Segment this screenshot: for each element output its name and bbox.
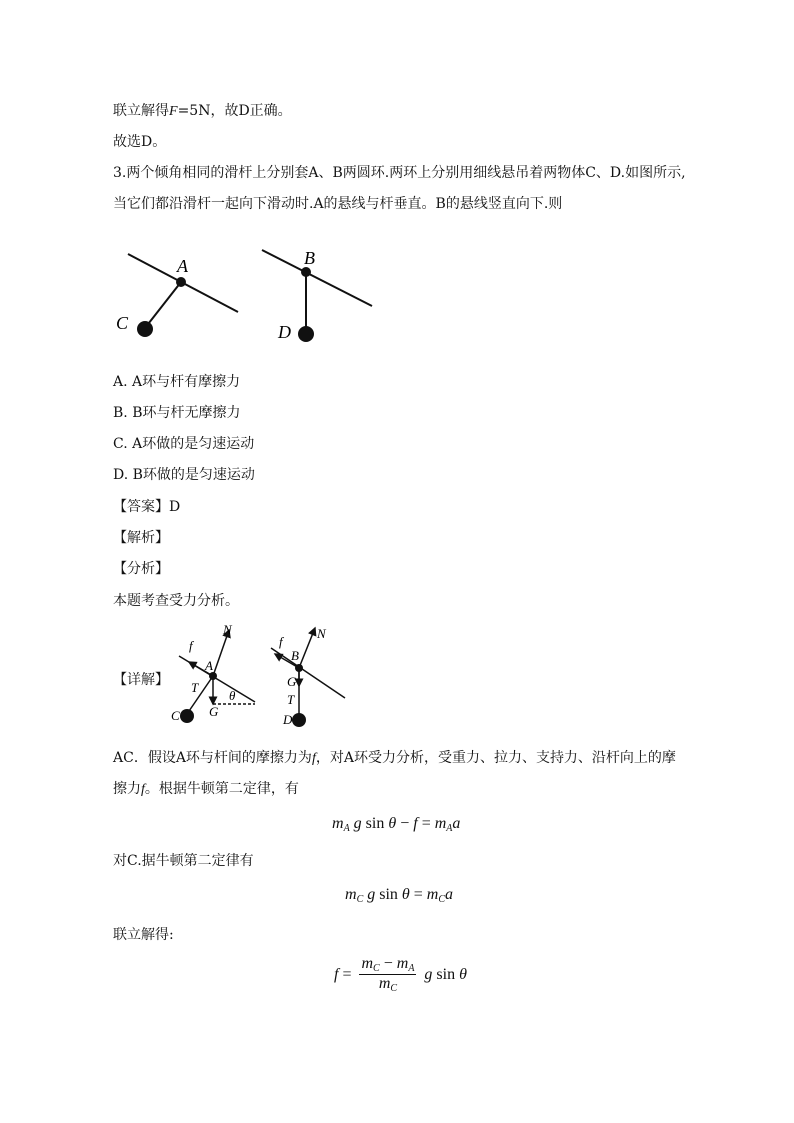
body-line-2: 擦力f。根据牛顿第二定律，有 xyxy=(113,781,299,797)
body-c-detail xyxy=(180,709,194,723)
label-g-a: G xyxy=(209,704,219,719)
option-a: A. A环与杆有摩擦力 xyxy=(113,374,241,390)
option-b: B. B环与杆无摩擦力 xyxy=(113,405,241,421)
label-theta: θ xyxy=(229,688,236,703)
equation-2: $m_C$ g $\sin \theta = m_Ca$ xyxy=(345,886,454,905)
body-d xyxy=(298,326,314,342)
string-a xyxy=(145,282,181,328)
ring-b-detail xyxy=(295,664,303,672)
answer-line: 【答案】D xyxy=(113,499,181,515)
label-a: A xyxy=(177,256,188,276)
equation-1: $m_A$ g $\sin \theta - f = m_Aa$ xyxy=(332,815,461,834)
label-g-b: G xyxy=(287,674,297,689)
body-line-1: AC．假设A环与杆间的摩擦力为f，对A环受力分析，受重力、拉力、支持力、沿杆向上的摩 xyxy=(113,750,676,766)
label-b: B xyxy=(304,248,315,268)
fenxi-heading: 【分析】 xyxy=(113,561,169,577)
label-t-b: T xyxy=(287,692,295,707)
option-d: D. B环做的是匀速运动 xyxy=(113,467,255,483)
label-n-a: N xyxy=(223,622,232,637)
body-c xyxy=(137,321,153,337)
analysis-heading: 【解析】 xyxy=(113,530,169,546)
solution-line-1: 联立解得F=5N，故D正确。 xyxy=(113,103,292,119)
label-c-detail: C xyxy=(171,708,180,723)
rod-b xyxy=(262,250,372,306)
label-a-detail: A xyxy=(205,658,213,673)
label-d: D xyxy=(278,322,291,342)
body-line-4: 联立解得: xyxy=(113,927,174,943)
detail-heading: 【详解】 xyxy=(113,672,169,688)
label-c: C xyxy=(116,313,129,333)
option-c: C. A环做的是匀速运动 xyxy=(113,436,255,452)
equation-3: f = $\frac{m_C - m_A}{m_C}$ g sin θ xyxy=(334,955,467,994)
body-line-3: 对C.据牛顿第二定律有 xyxy=(113,853,254,869)
normal-arrow-b xyxy=(299,628,315,668)
label-f-b: f xyxy=(279,634,283,649)
rod-b-detail xyxy=(271,648,345,698)
question-line-1: 3.两个倾角相同的滑杆上分别套A、B两圆环.两环上分别用细线悬吊着两物体C、D.如图所示, xyxy=(113,165,686,181)
solution-line-2: 故选D。 xyxy=(113,134,167,150)
label-f-a: f xyxy=(189,638,193,653)
question-figure xyxy=(110,240,380,350)
label-d-detail: D xyxy=(283,712,293,727)
body-d-detail xyxy=(292,713,306,727)
force-diagram xyxy=(165,620,355,740)
label-n-b: N xyxy=(317,626,326,641)
label-b-detail: B xyxy=(291,648,299,663)
ring-a-detail xyxy=(209,672,217,680)
ring-a xyxy=(176,277,186,287)
label-t-a: T xyxy=(191,680,199,695)
question-line-2: 当它们都沿滑杆一起向下滑动时.A的悬线与杆垂直。B的悬线竖直向下.则 xyxy=(113,196,563,212)
fenxi-text: 本题考查受力分析。 xyxy=(113,593,239,609)
ring-b xyxy=(301,267,311,277)
